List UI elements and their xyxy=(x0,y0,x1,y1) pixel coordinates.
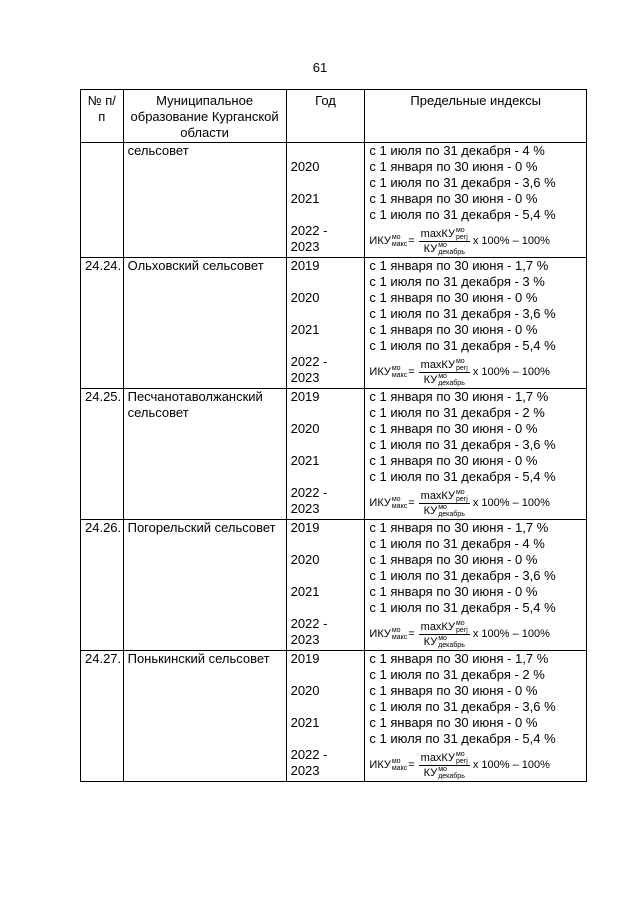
year-label: 2020 xyxy=(290,421,320,436)
index-line: с 1 июля по 31 декабря - 5,4 % xyxy=(369,338,556,353)
formula-tail: х 100% – 100% xyxy=(472,366,550,378)
year-cell xyxy=(286,651,365,782)
index-formula xyxy=(369,487,582,519)
index-line: с 1 июля по 31 декабря - 3,6 % xyxy=(369,306,556,321)
formula-num: maxКУ xyxy=(420,489,455,502)
index-line: с 1 июля по 31 декабря - 4 % xyxy=(369,143,545,158)
formula-num: maxКУ xyxy=(420,751,455,764)
formula-lhs-sup: мо xyxy=(391,234,401,241)
index-cell xyxy=(365,258,587,389)
formula-lhs-sub: макс xyxy=(391,241,408,248)
formula-lhs: ИКУ xyxy=(369,628,391,640)
formula-lhs-sub: макс xyxy=(391,372,408,379)
year-label: 2021 xyxy=(290,322,320,337)
index-line: с 1 июля по 31 декабря - 3,6 % xyxy=(369,568,556,583)
formula-lhs-sub: макс xyxy=(391,634,408,641)
year-label: 2022 - 2023 xyxy=(290,354,328,385)
formula-lhs: ИКУ xyxy=(369,366,391,378)
formula-eq: = xyxy=(408,759,415,771)
formula-den-sup: мо xyxy=(438,241,447,249)
year-cell xyxy=(286,389,365,520)
index-line: с 1 июля по 31 декабря - 4 % xyxy=(369,536,545,551)
table-body xyxy=(81,143,587,782)
index-formula xyxy=(369,356,582,388)
year-cell xyxy=(286,258,365,389)
limit-index-table xyxy=(80,89,587,782)
year-label: 2019 xyxy=(290,651,320,666)
index-line: с 1 июля по 31 декабря - 5,4 % xyxy=(369,600,556,615)
header-year: Год xyxy=(286,90,365,143)
formula-tail: х 100% – 100% xyxy=(472,759,550,771)
year-label: 2021 xyxy=(290,584,320,599)
index-line: с 1 января по 30 июня - 0 % xyxy=(369,191,538,206)
index-cell xyxy=(365,389,587,520)
row-number: 24.27. xyxy=(81,651,124,782)
index-line: с 1 июля по 31 декабря - 3,6 % xyxy=(369,175,556,190)
index-formula xyxy=(369,749,582,781)
index-formula xyxy=(369,618,582,650)
table-row xyxy=(81,520,587,651)
year-label: 2022 - 2023 xyxy=(290,485,328,516)
formula-lhs-sup: мо xyxy=(391,627,401,634)
index-line: с 1 января по 30 июня - 1,7 % xyxy=(369,258,549,273)
index-line: с 1 июля по 31 декабря - 2 % xyxy=(369,405,545,420)
index-formula xyxy=(369,225,582,257)
year-label: 2020 xyxy=(290,683,320,698)
formula-den-sub: декабрь xyxy=(438,379,465,387)
year-label: 2021 xyxy=(290,715,320,730)
year-label: 2022 - 2023 xyxy=(290,616,328,647)
index-line: с 1 января по 30 июня - 0 % xyxy=(369,159,538,174)
index-line: с 1 июля по 31 декабря - 5,4 % xyxy=(369,731,556,746)
index-line: с 1 января по 30 июня - 0 % xyxy=(369,453,538,468)
table-row xyxy=(81,258,587,389)
index-line: с 1 января по 30 июня - 1,7 % xyxy=(369,389,549,404)
formula-den: КУ xyxy=(423,242,438,255)
index-line: с 1 января по 30 июня - 0 % xyxy=(369,421,538,436)
table-row xyxy=(81,389,587,520)
formula-num-sub: регj xyxy=(455,364,468,372)
formula-num-sup: мо xyxy=(455,619,465,627)
index-line: с 1 января по 30 июня - 1,7 % xyxy=(369,651,549,666)
index-line: с 1 июля по 31 декабря - 3,6 % xyxy=(369,437,556,452)
formula-tail: х 100% – 100% xyxy=(472,628,550,640)
municipality-name: сельсовет xyxy=(123,143,286,258)
formula-num-sub: регj xyxy=(455,757,468,765)
formula-num-sup: мо xyxy=(455,750,465,758)
formula-lhs: ИКУ xyxy=(369,235,391,247)
formula-num-sub: регj xyxy=(455,233,468,241)
index-line: с 1 января по 30 июня - 0 % xyxy=(369,290,538,305)
index-cell xyxy=(365,143,587,258)
formula-den-sub: декабрь xyxy=(438,641,465,649)
year-label: 2020 xyxy=(290,290,320,305)
year-label: 2021 xyxy=(290,453,320,468)
index-line: с 1 июля по 31 декабря - 3,6 % xyxy=(369,699,556,714)
formula-den-sup: мо xyxy=(438,503,447,511)
year-label: 2019 xyxy=(290,520,320,535)
formula-den-sub: декабрь xyxy=(438,772,465,780)
municipality-name: Песчанотаволжанский сельсовет xyxy=(123,389,286,520)
index-cell xyxy=(365,520,587,651)
formula-num: maxКУ xyxy=(420,358,455,371)
municipality-name: Понькинский сельсовет xyxy=(123,651,286,782)
municipality-name: Ольховский сельсовет xyxy=(123,258,286,389)
formula-num-sup: мо xyxy=(455,488,465,496)
index-line: с 1 июля по 31 декабря - 3 % xyxy=(369,274,545,289)
index-line: с 1 июля по 31 декабря - 2 % xyxy=(369,667,545,682)
municipality-name: Погорельский сельсовет xyxy=(123,520,286,651)
header-number: № п/п xyxy=(81,90,124,143)
formula-lhs-sup: мо xyxy=(391,496,401,503)
formula-eq: = xyxy=(408,497,415,509)
table-row xyxy=(81,651,587,782)
formula-lhs-sup: мо xyxy=(391,365,401,372)
year-cell xyxy=(286,143,365,258)
index-line: с 1 июля по 31 декабря - 5,4 % xyxy=(369,469,556,484)
formula-den: КУ xyxy=(423,635,438,648)
row-number xyxy=(81,143,124,258)
formula-num-sub: регj xyxy=(455,495,468,503)
year-cell xyxy=(286,520,365,651)
table-row xyxy=(81,143,587,258)
formula-den-sub: декабрь xyxy=(438,510,465,518)
index-line: с 1 июля по 31 декабря - 5,4 % xyxy=(369,207,556,222)
formula-lhs: ИКУ xyxy=(369,497,391,509)
formula-lhs: ИКУ xyxy=(369,759,391,771)
header-indexes: Предельные индексы xyxy=(365,90,587,143)
formula-den: КУ xyxy=(423,373,438,386)
index-line: с 1 января по 30 июня - 0 % xyxy=(369,322,538,337)
formula-num-sup: мо xyxy=(455,357,465,365)
formula-num: maxКУ xyxy=(420,227,455,240)
formula-eq: = xyxy=(408,366,415,378)
formula-tail: х 100% – 100% xyxy=(472,235,550,247)
formula-den-sub: декабрь xyxy=(438,248,465,256)
formula-eq: = xyxy=(408,628,415,640)
year-label: 2022 - 2023 xyxy=(290,747,328,778)
year-label: 2020 xyxy=(290,159,320,174)
index-line: с 1 января по 30 июня - 0 % xyxy=(369,683,538,698)
row-number: 24.26. xyxy=(81,520,124,651)
formula-den: КУ xyxy=(423,766,438,779)
index-line: с 1 января по 30 июня - 1,7 % xyxy=(369,520,549,535)
formula-eq: = xyxy=(408,235,415,247)
year-label: 2022 - 2023 xyxy=(290,223,328,254)
formula-den-sup: мо xyxy=(438,372,447,380)
formula-num-sub: регj xyxy=(455,626,468,634)
index-cell xyxy=(365,651,587,782)
index-line: с 1 января по 30 июня - 0 % xyxy=(369,584,538,599)
year-label: 2021 xyxy=(290,191,320,206)
formula-den-sup: мо xyxy=(438,765,447,773)
year-label: 2019 xyxy=(290,258,320,273)
year-label: 2019 xyxy=(290,389,320,404)
formula-num-sup: мо xyxy=(455,226,465,234)
formula-den: КУ xyxy=(423,504,438,517)
formula-den-sup: мо xyxy=(438,634,447,642)
formula-lhs-sub: макс xyxy=(391,503,408,510)
formula-tail: х 100% – 100% xyxy=(472,497,550,509)
table-header-row xyxy=(81,90,587,143)
year-label: 2020 xyxy=(290,552,320,567)
formula-num: maxКУ xyxy=(420,620,455,633)
page-number: 61 xyxy=(312,60,328,75)
formula-lhs-sub: макс xyxy=(391,765,408,772)
row-number: 24.25. xyxy=(81,389,124,520)
index-line: с 1 января по 30 июня - 0 % xyxy=(369,552,538,567)
index-line: с 1 января по 30 июня - 0 % xyxy=(369,715,538,730)
formula-lhs-sup: мо xyxy=(391,758,401,765)
row-number: 24.24. xyxy=(81,258,124,389)
header-municipality: Муниципальное образование Курганской области xyxy=(123,90,286,143)
